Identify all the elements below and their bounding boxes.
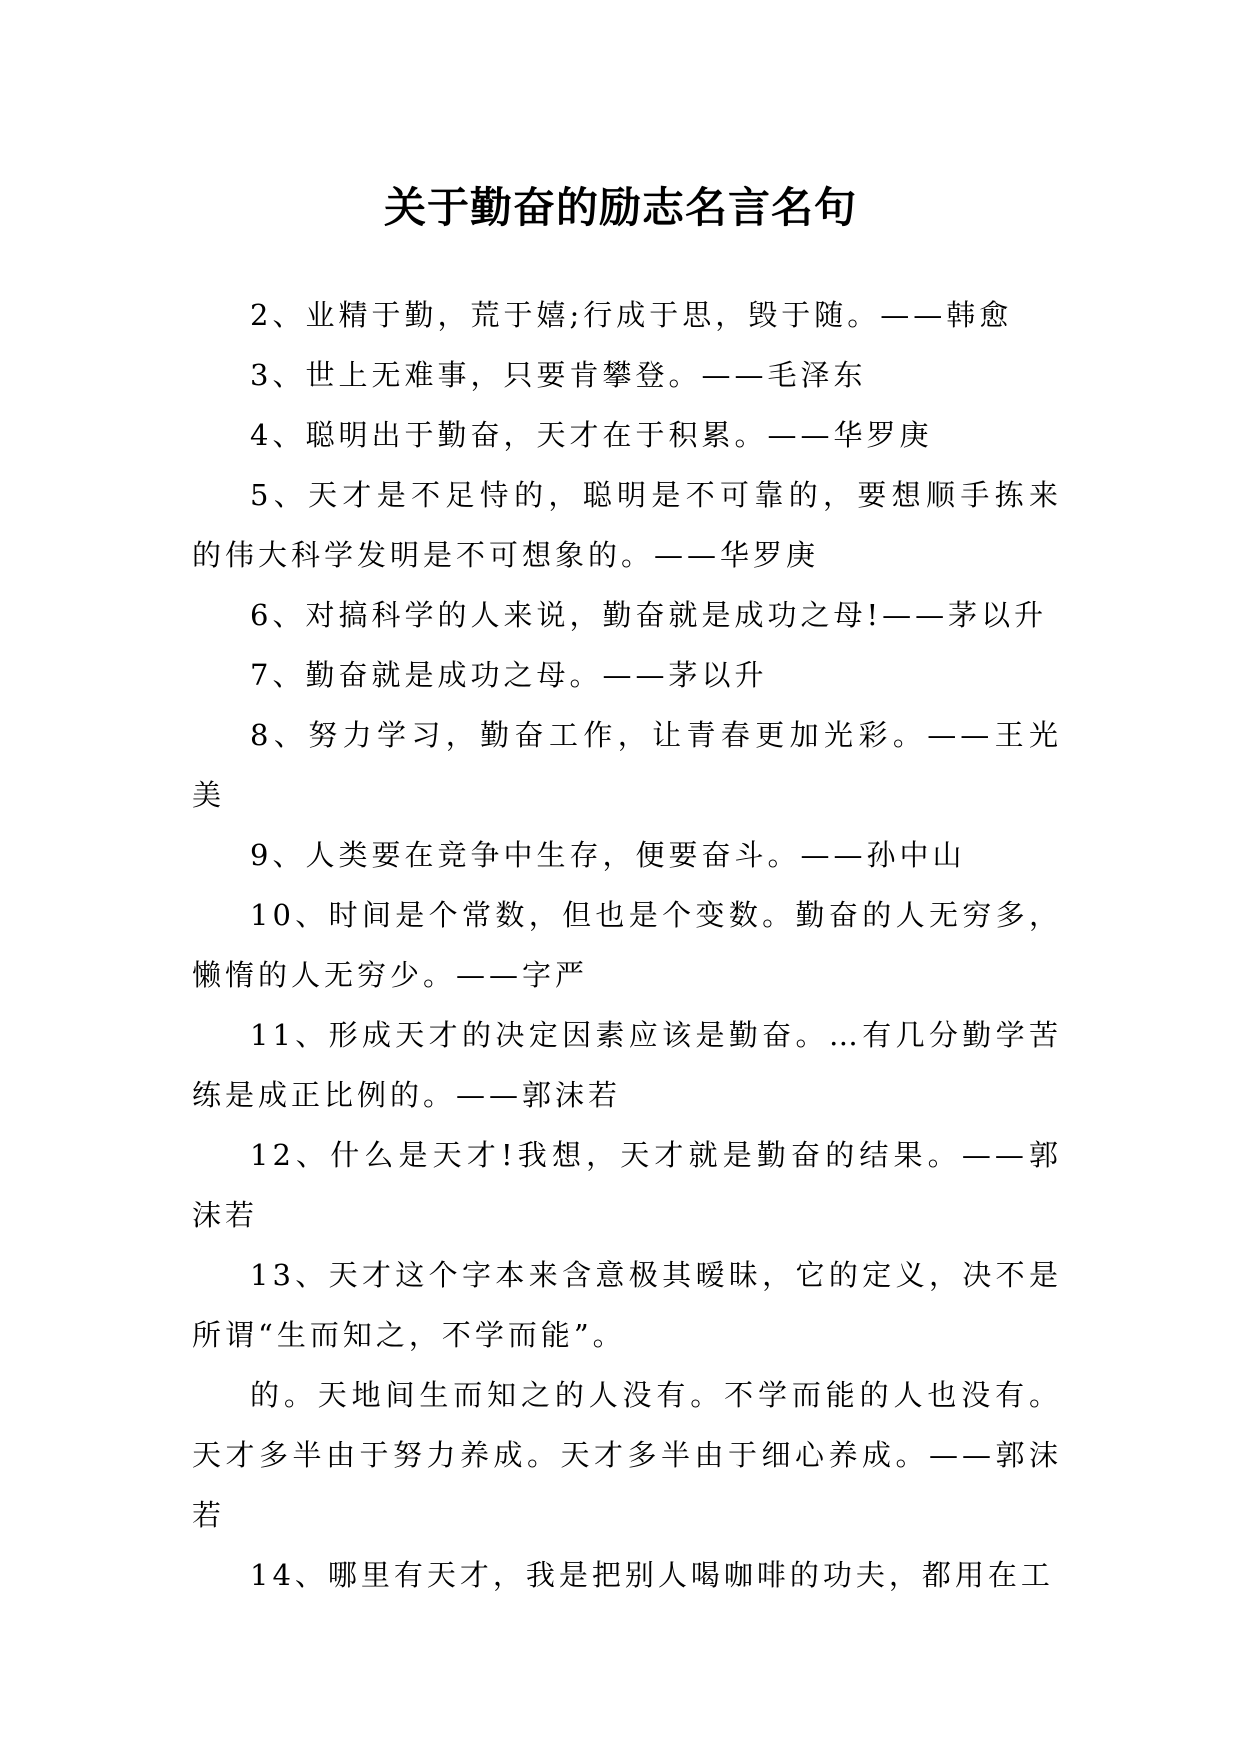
- quote-paragraph: 4、聪明出于勤奋，天才在于积累。——华罗庚: [250, 418, 933, 452]
- quote-paragraph: 2、业精于勤，荒于嬉;行成于思，毁于随。——韩愈: [250, 298, 1013, 332]
- quote-paragraph: 6、对搞科学的人来说，勤奋就是成功之母!——茅以升: [250, 598, 1048, 632]
- quote-paragraph: 14、哪里有天才，我是把别人喝咖啡的功夫，都用在工: [250, 1558, 1054, 1592]
- quote-paragraph: 13、天才这个字本来含意极其暧昧，它的定义，决不是所谓“生而知之，不学而能”。: [192, 1258, 1062, 1352]
- quote-paragraph: 5、天才是不足恃的，聪明是不可靠的，要想顺手拣来的伟大科学发明是不可想象的。——华罗庚: [192, 478, 1062, 572]
- quote-paragraph: 8、努力学习，勤奋工作，让青春更加光彩。——王光美: [192, 718, 1062, 812]
- quote-paragraph: 11、形成天才的决定因素应该是勤奋。…有几分勤学苦练是成正比例的。——郭沫若: [192, 1018, 1062, 1112]
- document-title: 关于勤奋的励志名言名句: [383, 183, 857, 233]
- quote-paragraph: 12、什么是天才!我想，天才就是勤奋的结果。——郭沫若: [192, 1138, 1062, 1232]
- quote-paragraph: 9、人类要在竞争中生存，便要奋斗。——孙中山: [250, 838, 966, 872]
- quote-paragraph: 7、勤奋就是成功之母。——茅以升: [250, 658, 768, 692]
- quote-paragraph: 的。天地间生而知之的人没有。不学而能的人也没有。天才多半由于努力养成。天才多半由于细心养成。——郭沫若: [192, 1378, 1062, 1532]
- quote-paragraph: 10、时间是个常数，但也是个变数。勤奋的人无穷多，懒惰的人无穷少。——字严: [192, 898, 1062, 992]
- document-body: [192, 285, 1062, 1605]
- quote-paragraph: 3、世上无难事，只要肯攀登。——毛泽东: [250, 358, 867, 392]
